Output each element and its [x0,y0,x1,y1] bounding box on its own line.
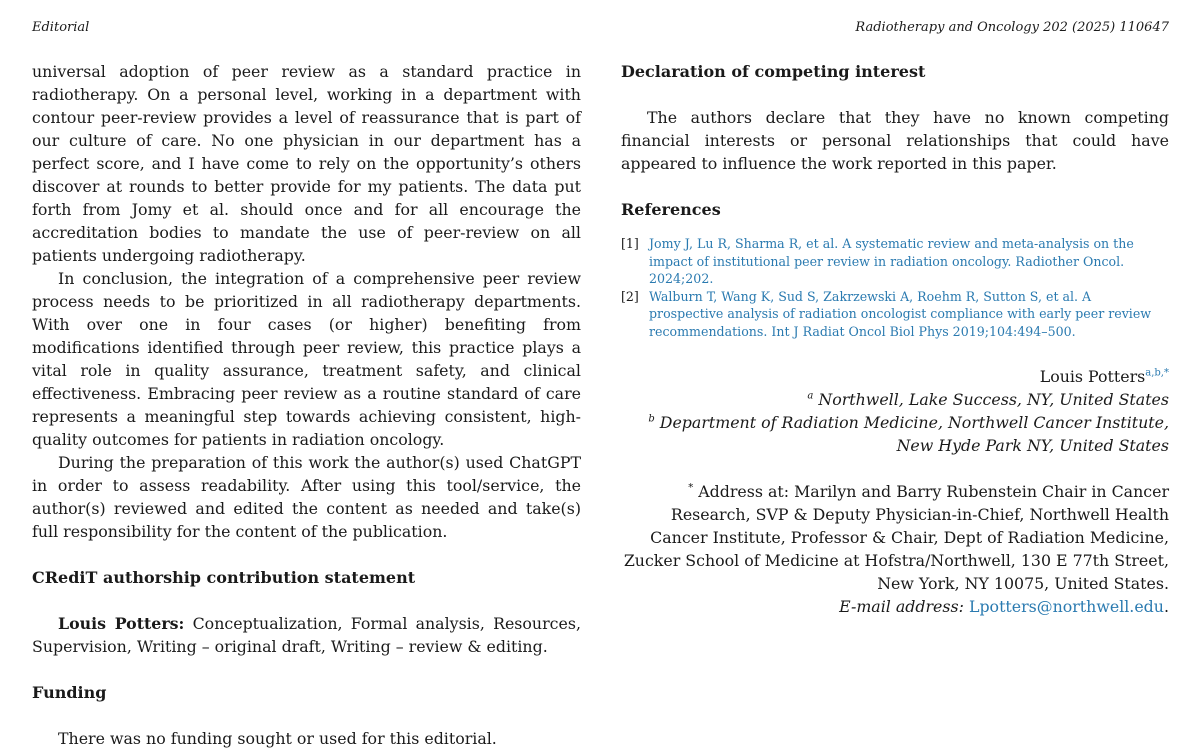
correspondence-block [621,480,1169,618]
credit-heading: CRediT authorship contribution statement [32,568,416,587]
correspondence-address: * Address at: Marilyn and Barry Rubenstein Chair in Cancer Research, SVP & Deputy Physician-in-Chief, Northwell Health Cancer Institute, Professor & Chair, Dept of Radiation Medicine, Zucker School of Medicine at Hofstra/Northwell, 130 E 77th Street, New York, NY 10075, United States. [623,482,1169,593]
email-label: E-mail address: [839,597,964,616]
reference-list [621,235,1169,340]
credit-statement [32,612,581,658]
reference-number: [1] [621,236,639,251]
reference-link[interactable]: Jomy J, Lu R, Sharma R, et al. A systematic review and meta-analysis on the impact of institutional peer review in radiation oncology. Radiother Oncol. 2024;202. [649,236,1134,286]
credit-author-name: Louis Potters: [58,614,185,633]
credit-roles: Conceptualization, Formal analysis, Resources, Supervision, Writing – original draft, Writing – review & editing. [32,614,581,656]
right-column [621,60,1169,618]
running-header-section: Editorial [32,20,90,35]
reference-number: [2] [621,288,639,304]
affiliation-b-mark: b [648,413,655,425]
body-paragraph: universal adoption of peer review as a standard practice in radiotherapy. On a personal level, working in a department with contour peer-review provides a level of reassurance that is part of our culture of care. No one physician in our department has a perfect score, and I have come to rely on the opportunity’s others discover at rounds to better provide for my patients. The data put forth from Jomy et al. should once and for all encourage the accreditation bodies to mandate the use of peer-review on all patients undergoing radiotherapy. [32,62,581,265]
email-link[interactable]: Lpotters@northwell.edu [968,597,1164,616]
affiliation-a: $^a$ Northwell, Lake Success, NY, United States [807,390,1169,409]
left-column [32,60,581,750]
funding-statement: There was no funding sought or used for this editorial. [58,729,497,748]
body-paragraph: In conclusion, the integration of a comprehensive peer review process needs to be prioritized in all radiotherapy departments. With over one in four cases (or higher) benefiting from modifications identified through peer review, this practice plays a vital role in quality assurance, treatment safety, and clinical effectiveness. Embracing peer review as a routine standard of care represents a meaningful step towards achieving consistent, high-quality outcomes for patients in radiation oncology. [32,269,581,449]
reference-item [621,235,1169,288]
reference-link[interactable]: Walburn T, Wang K, Sud S, Zakrzewski A, Roehm R, Sutton S, et al. A prospective analysis of radiation oncologist compliance with early peer review recommendations. Int J Radiat Oncol Biol Phys 2019;104:494–500. [649,288,1152,339]
author-line [621,365,1169,388]
running-header-journal: Radiotherapy and Oncology 202 (2025) 110647 [855,20,1169,35]
references-heading: References [621,200,721,219]
affiliation-a-mark: a [807,390,814,402]
author-block [621,365,1169,457]
author-name: Louis Potters [1039,367,1146,386]
asterisk-mark: * [688,482,694,494]
affiliation-b: $^b$ Department of Radiation Medicine, Northwell Cancer Institute, New Hyde Park NY, United States [648,413,1169,455]
body-paragraph: During the preparation of this work the author(s) used ChatGPT in order to assess readability. After using this tool/service, the author(s) reviewed and edited the content as needed and take(s) full responsibility for the content of the publication. [32,453,581,541]
coi-heading: Declaration of competing interest [621,62,926,81]
email-line: E-mail address: Lpotters@northwell.edu. [839,597,1169,616]
author-affiliation-marks[interactable]: a,b,* [1145,367,1169,379]
coi-statement: The authors declare that they have no known competing financial interests or personal relationships that could have appeared to influence the work reported in this paper. [621,108,1169,173]
reference-item [621,288,1169,341]
funding-heading: Funding [32,683,107,702]
